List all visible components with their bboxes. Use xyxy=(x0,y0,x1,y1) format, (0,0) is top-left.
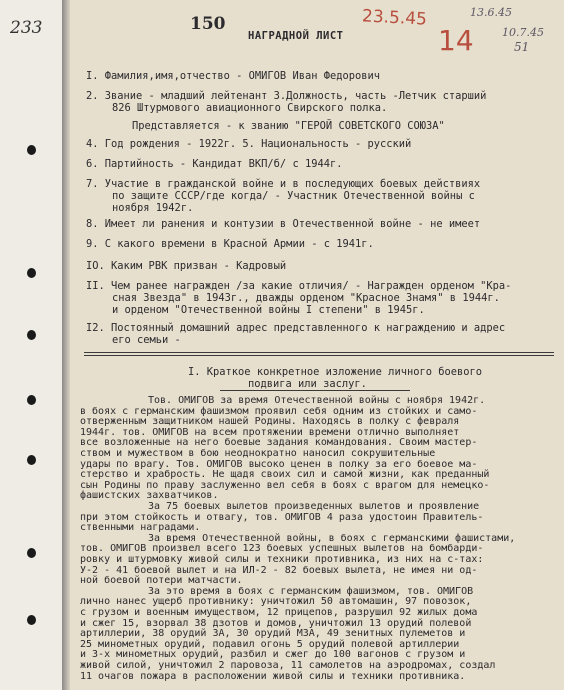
field-service-since: 9. С какого времени в Красной Армии - с 1941г. xyxy=(86,238,374,250)
narrative-line: У-2 - 41 боевой вылет и на ИЛ-2 - 82 боевых вылета, не имея ни од- xyxy=(80,564,478,576)
punch-hole xyxy=(27,455,36,465)
narrative-line: сын Родины по праву заслуженно вел себя в боях с врагом для немецко- xyxy=(80,479,490,491)
document-title: НАГРАДНОЙ ЛИСТ xyxy=(248,30,344,42)
narrative-line: За 75 боевых вылетов произведенных вылетов и проявление xyxy=(148,501,480,512)
annotation-top-right-1: 13.6.45 xyxy=(470,6,512,19)
punch-hole xyxy=(27,395,36,405)
presented-for: Представляется - к званию "ГЕРОЙ СОВЕТСКОГО СОЮЗА" xyxy=(132,120,445,132)
field-draft-office: IO. Каким РВК призван - Кадровый xyxy=(86,260,287,272)
red-annotation-number: 23.5.45 xyxy=(361,6,428,30)
field-participation-2: по защите СССР/где когда/ - Участник Отечественной войны с xyxy=(112,190,475,202)
narrative-line: ством и мужеством в бою неоднократно наносил сокрушительные xyxy=(80,448,436,459)
field-participation-1: 7. Участие в гражданской войне и в последующих боевых действиях xyxy=(86,178,481,190)
punch-hole xyxy=(27,548,36,558)
narrative-line: все возложенные на него боевые задания командования. Своим мастер- xyxy=(80,437,478,449)
narrative-line: тов. ОМИГОВ произвел всего 123 боевых успешных вылетов на бомбарди- xyxy=(80,543,484,555)
narrative-line: живой силой, уничтожил 2 паровоза, 11 самолетов на аэродромах, создал xyxy=(80,660,496,671)
narrative-line: лично нанес ущерб противнику: уничтожил 50 автомашин, 97 повозок, xyxy=(80,596,472,608)
narrative-line: и сжег 15, взорвал 38 дзотов и домов, уничтожил 13 орудий полевой xyxy=(80,617,472,629)
narrative-line: артиллерии, 38 орудий ЗА, 30 орудий МЗА, 49 зенитных пулеметов и xyxy=(80,628,466,640)
punch-hole xyxy=(27,330,36,340)
field-address-1: I2. Постоянный домашний адрес представленного к награждению и адрес xyxy=(86,322,506,334)
narrative-line: 25 минометных орудий, подавил огонь 5 орудий полевой артиллерии xyxy=(80,638,460,650)
narrative-line: с грузом и военным имуществом, 12 прицепов, разрушил 92 жилых дома xyxy=(80,607,478,618)
divider-line xyxy=(84,355,554,356)
field-awards-1: II. Чем ранее награжден /за какие отличия/ - Награжден орденом "Кра- xyxy=(86,280,512,292)
field-participation-3: ноября 1942г. xyxy=(112,202,194,214)
section-title-line2: подвига или заслуг. xyxy=(248,378,367,390)
section-underline xyxy=(220,390,410,391)
narrative-line: За это время в боях с германским фашизмом, тов. ОМИГОВ xyxy=(148,585,474,597)
narrative-line: удары по врагу. Тов. ОМИГОВ высоко ценен в полку за его боевое ма- xyxy=(80,458,478,470)
binding-margin xyxy=(0,0,62,690)
section-title-line1: I. Краткое конкретное изложение личного боевого xyxy=(188,366,483,378)
punch-hole xyxy=(27,145,36,155)
field-name: I. Фамилия,имя,отчество - ОМИГОВ Иван Федорович xyxy=(86,70,381,82)
narrative-line: 11 очагов пожара в расположении живой силы и техники противника. xyxy=(80,670,466,682)
binding-strip xyxy=(62,0,70,690)
field-birth-nationality: 4. Год рождения - 1922г. 5. Национальность - русский xyxy=(86,138,412,150)
narrative-line: отверженным защитником нашей Родины. Находясь в полку с февраля xyxy=(80,416,460,428)
narrative-line: ной боевой потери матчасти. xyxy=(80,575,243,587)
punch-hole xyxy=(27,268,36,278)
field-awards-2: сная Звезда" в 1943г., дважды орденом "Красное Знамя" в 1944г. xyxy=(112,292,500,304)
award-sheet xyxy=(70,0,564,690)
field-wounds: 8. Имеет ли ранения и контузии в Отечественной войне - не имеет xyxy=(86,218,481,230)
red-annotation-mark: 14 xyxy=(438,24,474,57)
field-address-2: его семьи - xyxy=(112,334,181,346)
narrative-line: фашистских захватчиков. xyxy=(80,490,219,502)
narrative-line: в боях с германским фашизмом проявил себя одним из стойких и само- xyxy=(80,405,478,417)
field-awards-3: и орденом "Отечественной войны I степени" в 1945г. xyxy=(112,304,425,316)
narrative-line: стерство и храбрость. Не щадя своих сил и самой жизни, как преданный xyxy=(80,469,490,481)
narrative-line: и 3-х минометных орудий, разбил и сжег до 100 вагонов с грузом и xyxy=(80,649,466,661)
field-rank-line1: 2. Звание - младший лейтенант 3.Должность, часть -Летчик старший xyxy=(86,90,487,102)
page-number: 150 xyxy=(190,14,226,34)
narrative-line: 1944г. тов. ОМИГОВ на всем протяжении времени отлично выполняет xyxy=(80,426,460,438)
narrative-line: Тов. ОМИГОВ за время Отечественной войны с ноября 1942г. xyxy=(148,395,486,406)
archive-number: 233 xyxy=(10,18,43,38)
punch-hole xyxy=(27,615,36,625)
narrative-line: За время Отечественной войны, в боях с германскими фашистами, xyxy=(148,532,516,544)
narrative-line: ровку и штурмовку живой силы и техники противника, из них на с-тах: xyxy=(80,554,484,565)
annotation-top-right-3: 51 xyxy=(514,40,530,54)
field-party: 6. Партийность - Кандидат ВКП/б/ с 1944г. xyxy=(86,158,343,170)
field-rank-line2: 826 Штурмового авиационного Свирского полка. xyxy=(112,102,388,114)
narrative-line: ственными наградами. xyxy=(80,522,201,534)
divider-line xyxy=(84,352,554,353)
annotation-top-right-2: 10.7.45 xyxy=(502,26,544,39)
narrative-line: при этом стойкость и отвагу, тов. ОМИГОВ 4 раза удостоин Правитель- xyxy=(80,511,484,523)
